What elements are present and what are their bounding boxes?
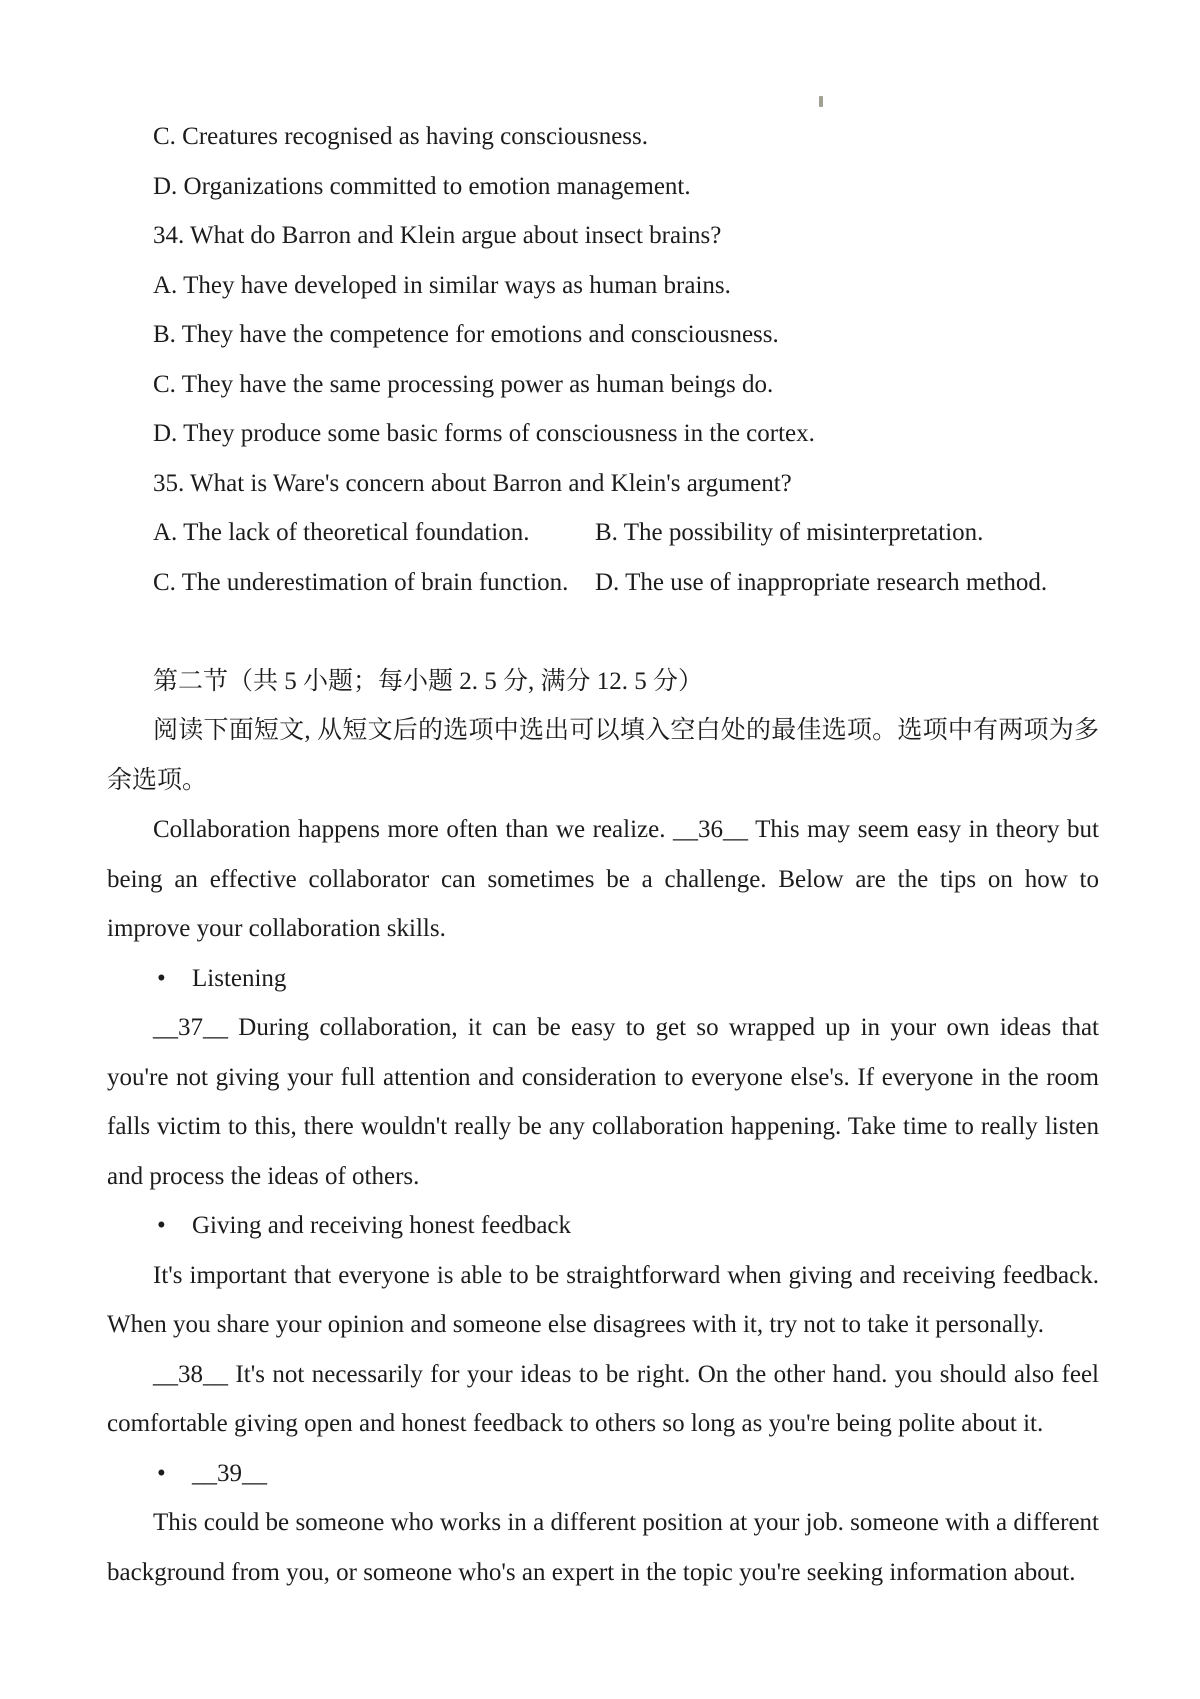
bullet-dot-icon: • xyxy=(157,964,166,992)
question-34-option-c: C. They have the same processing power as human beings do. xyxy=(153,370,774,398)
question-35-option-d: D. The use of inappropriate research method. xyxy=(595,568,1048,596)
question-35-option-c: C. The underestimation of brain function. xyxy=(153,568,569,596)
question-35-stem: 35. What is Ware's concern about Barron and Klein's argument? xyxy=(153,469,792,497)
scan-artifact-mark xyxy=(819,96,823,107)
bullet-label: Listening xyxy=(192,964,287,992)
bullet-label: __39__ xyxy=(192,1459,267,1487)
question-35-option-row-1 xyxy=(107,508,1099,558)
passage-paragraph-37: __37__ During collaboration, it can be easy to get so wrapped up in your own ideas that you're not giving your full attention and consideration to everyone else's. If everyone in the room falls victim to this, there wouldn't really be any collaboration happening. Take time to really listen and process the ideas of others. xyxy=(107,1014,1099,1190)
passage-paragraph-expert: This could be someone who works in a different position at your job. someone with a different background from you, or someone who's an expert in the topic you're seeking information about. xyxy=(107,1509,1099,1586)
question-34-option-d: D. They produce some basic forms of consciousness in the cortex. xyxy=(153,420,815,447)
question-35-option-b: B. The possibility of misinterpretation. xyxy=(595,519,984,546)
passage-paragraph-intro: Collaboration happens more often than we realize. __36__ This may seem easy in theory but being an effective collaborator can sometimes be a challenge. Below are the tips on how to improve your collaboration skills. xyxy=(107,816,1099,942)
bullet-item-listening xyxy=(107,954,1099,1004)
question-35-option-a: A. The lack of theoretical foundation. xyxy=(153,519,530,546)
bullet-item-feedback xyxy=(107,1201,1099,1251)
bullet-dot-icon: • xyxy=(157,1212,166,1239)
passage-paragraph-feedback: It's important that everyone is able to be straightforward when giving and receiving feedback. When you share your opinion and someone else disagrees with it, try not to take it personally. xyxy=(107,1261,1099,1338)
passage-paragraph-38: __38__ It's not necessarily for your ideas to be right. On the other hand. you should also feel comfortable giving open and honest feedback to others so long as you're being polite about it. xyxy=(107,1360,1099,1437)
bullet-dot-icon: • xyxy=(157,1459,166,1487)
section-two-instructions: 阅读下面短文, 从短文后的选项中选出可以填入空白处的最佳选项。选项中有两项为多余选项。 xyxy=(107,717,1099,794)
section-two-heading: 第二节（共 5 小题；每小题 2. 5 分, 满分 12. 5 分） xyxy=(153,667,704,695)
bullet-item-39 xyxy=(107,1449,1099,1499)
bullet-label: Giving and receiving honest feedback xyxy=(192,1212,572,1239)
question-34-option-a: A. They have developed in similar ways as human brains. xyxy=(153,271,731,299)
question-34-stem: 34. What do Barron and Klein argue about insect brains? xyxy=(153,222,722,249)
option-line-c33: C. Creatures recognised as having consciousness. xyxy=(153,123,649,150)
question-34-option-b: B. They have the competence for emotions and consciousness. xyxy=(153,321,779,348)
question-35-option-row-2 xyxy=(107,558,1099,608)
page-content xyxy=(107,112,1099,1597)
option-line-d33: D. Organizations committed to emotion management. xyxy=(153,172,691,200)
